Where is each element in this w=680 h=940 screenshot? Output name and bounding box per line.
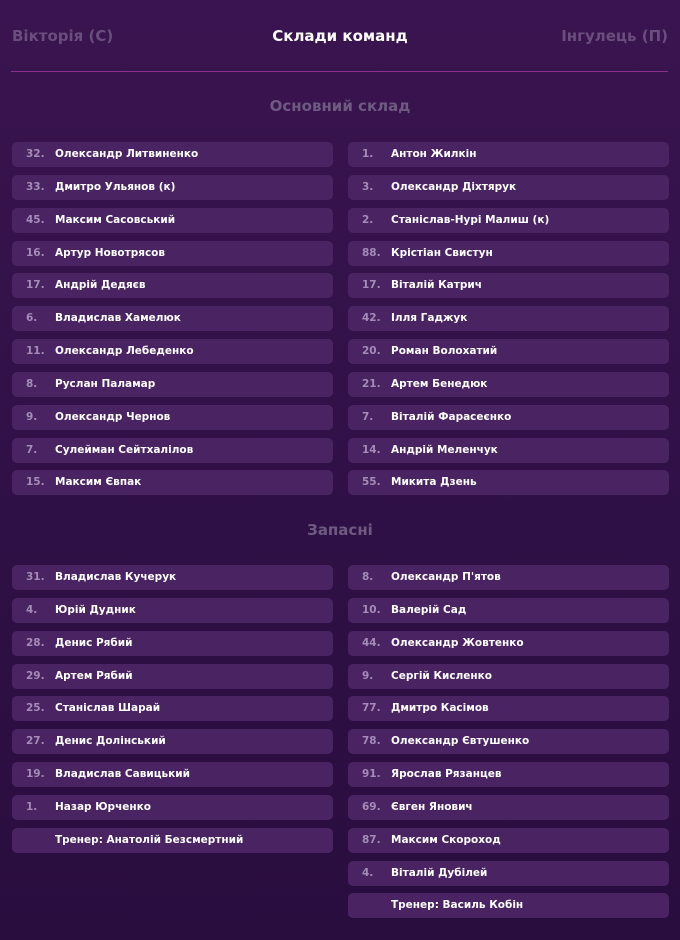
player-row[interactable] [12, 438, 333, 463]
player-number: 42. [362, 312, 381, 325]
player-number: 9. [362, 669, 374, 682]
player-row[interactable] [12, 273, 333, 298]
player-name: Андрій Меленчук [391, 443, 498, 456]
player-number: 4. [362, 866, 374, 879]
player-number: 10. [362, 603, 381, 616]
player-number: 8. [362, 571, 374, 583]
player-name: Владислав Хамелюк [55, 312, 181, 325]
starting-lineup-title: Основний склад [269, 97, 411, 115]
player-name: Роман Волохатий [391, 345, 498, 358]
player-row[interactable] [12, 795, 333, 820]
away-substitutes-list [348, 565, 669, 926]
player-row[interactable] [12, 208, 333, 233]
player-name: Сулейман Сейтхалілов [55, 443, 194, 456]
player-number: 8. [26, 377, 38, 390]
player-row[interactable] [348, 598, 669, 623]
player-name: Ярослав Рязанцев [391, 768, 502, 781]
player-row[interactable] [12, 631, 333, 656]
player-name: Юрій Дудник [55, 603, 136, 616]
player-name: Артем Рябий [55, 669, 133, 682]
player-row[interactable] [12, 405, 333, 430]
player-row[interactable] [12, 598, 333, 623]
player-row[interactable] [12, 241, 333, 266]
player-row[interactable] [348, 795, 669, 820]
player-row[interactable] [12, 696, 333, 721]
player-row[interactable] [12, 565, 333, 590]
player-number: 3. [362, 180, 374, 193]
player-name: Денис Долінський [55, 735, 166, 748]
player-number: 2. [362, 213, 374, 226]
player-row[interactable] [348, 664, 669, 689]
away-starting-list [348, 142, 669, 503]
coach-row[interactable] [12, 828, 333, 853]
player-row[interactable] [12, 306, 333, 331]
player-row[interactable] [12, 470, 333, 495]
player-row[interactable] [12, 762, 333, 787]
player-name: Максим Євпак [55, 476, 142, 489]
player-name: Артем Бенедюк [391, 377, 488, 390]
player-name: Дмитро Ульянов (к) [55, 180, 176, 193]
substitutes-title: Запасні [307, 521, 373, 539]
coach-name: Тренер: Василь Кобін [391, 899, 524, 912]
header-divider [11, 71, 668, 72]
player-row[interactable] [348, 372, 669, 397]
player-number: 21. [362, 377, 381, 390]
player-name: Олександр П'ятов [391, 571, 501, 583]
player-name: Станіслав-Нурі Малиш (к) [391, 213, 550, 226]
player-row[interactable] [348, 273, 669, 298]
player-row[interactable] [348, 861, 669, 886]
player-name: Андрій Дедяєв [55, 279, 146, 292]
home-team-name[interactable]: Вікторія (С) [12, 27, 114, 45]
player-name: Владислав Савицький [55, 768, 190, 781]
player-name: Олександр Жовтенко [391, 636, 524, 649]
player-number: 44. [362, 636, 381, 649]
player-number: 4. [26, 603, 38, 616]
player-number: 78. [362, 735, 381, 748]
away-team-name[interactable]: Інгулець (П) [561, 27, 668, 45]
player-row[interactable] [348, 339, 669, 364]
player-row[interactable] [348, 405, 669, 430]
player-row[interactable] [12, 664, 333, 689]
player-row[interactable] [12, 372, 333, 397]
player-number: 33. [26, 180, 45, 193]
player-number: 77. [362, 702, 381, 715]
player-number: 6. [26, 312, 38, 325]
player-number: 28. [26, 636, 45, 649]
player-number: 91. [362, 768, 381, 781]
player-name: Руслан Паламар [55, 377, 156, 390]
player-row[interactable] [348, 828, 669, 853]
player-number: 9. [26, 410, 38, 423]
player-number: 19. [26, 768, 45, 781]
home-starting-list [12, 142, 333, 503]
player-number: 45. [26, 213, 45, 226]
player-row[interactable] [348, 208, 669, 233]
player-number: 17. [26, 279, 45, 292]
player-name: Ілля Гаджук [391, 312, 468, 325]
player-number: 1. [26, 800, 38, 813]
player-name: Сергій Кисленко [391, 669, 493, 682]
player-number: 15. [26, 476, 45, 489]
player-number: 20. [362, 345, 381, 358]
player-name: Євген Янович [391, 800, 473, 813]
player-name: Антон Жилкін [391, 148, 477, 160]
coach-name: Тренер: Анатолій Безсмертний [55, 833, 244, 846]
home-substitutes-list [12, 565, 333, 861]
player-number: 69. [362, 800, 381, 813]
player-number: 88. [362, 246, 381, 259]
player-number: 32. [26, 148, 45, 160]
player-name: Микита Дзень [391, 476, 477, 489]
player-number: 31. [26, 571, 45, 583]
player-name: Олександр Чернов [55, 410, 171, 423]
player-name: Денис Рябий [55, 636, 133, 649]
player-name: Назар Юрченко [55, 800, 151, 813]
player-number: 25. [26, 702, 45, 715]
player-name: Станіслав Шарай [55, 702, 161, 715]
player-row[interactable] [348, 631, 669, 656]
player-row[interactable] [348, 142, 669, 167]
player-row[interactable] [348, 175, 669, 200]
player-row[interactable] [348, 565, 669, 590]
player-row[interactable] [348, 696, 669, 721]
player-name: Крістіан Свистун [391, 246, 493, 259]
player-number: 17. [362, 279, 381, 292]
player-row[interactable] [348, 470, 669, 495]
player-name: Владислав Кучерук [55, 571, 177, 583]
page-title: Склади команд [272, 27, 408, 45]
player-row[interactable] [12, 142, 333, 167]
player-name: Артур Новотрясов [55, 246, 166, 259]
player-number: 27. [26, 735, 45, 748]
player-number: 11. [26, 345, 45, 358]
player-number: 55. [362, 476, 381, 489]
coach-row[interactable] [348, 893, 669, 918]
player-number: 29. [26, 669, 45, 682]
player-name: Віталій Катрич [391, 279, 482, 292]
player-name: Олександр Діхтярук [391, 180, 517, 193]
player-row[interactable] [12, 175, 333, 200]
player-number: 14. [362, 443, 381, 456]
player-number: 7. [362, 410, 374, 423]
player-number: 87. [362, 833, 381, 846]
player-name: Віталій Дубілей [391, 866, 488, 879]
player-row[interactable] [12, 729, 333, 754]
player-name: Олександр Євтушенко [391, 735, 530, 748]
player-number: 7. [26, 443, 38, 456]
player-row[interactable] [348, 438, 669, 463]
player-name: Максим Сасовський [55, 213, 176, 226]
player-number: 1. [362, 148, 374, 160]
player-name: Валерій Сад [391, 603, 467, 616]
player-row[interactable] [348, 241, 669, 266]
player-row[interactable] [348, 729, 669, 754]
lineups-header [0, 0, 680, 72]
player-row[interactable] [348, 762, 669, 787]
player-name: Олександр Литвиненко [55, 148, 199, 160]
player-name: Дмитро Касімов [391, 702, 489, 715]
player-row[interactable] [12, 339, 333, 364]
player-name: Віталій Фарасеєнко [391, 410, 512, 423]
player-row[interactable] [348, 306, 669, 331]
player-name: Максим Скороход [391, 833, 501, 846]
player-number: 16. [26, 246, 45, 259]
player-name: Олександр Лебеденко [55, 345, 194, 358]
